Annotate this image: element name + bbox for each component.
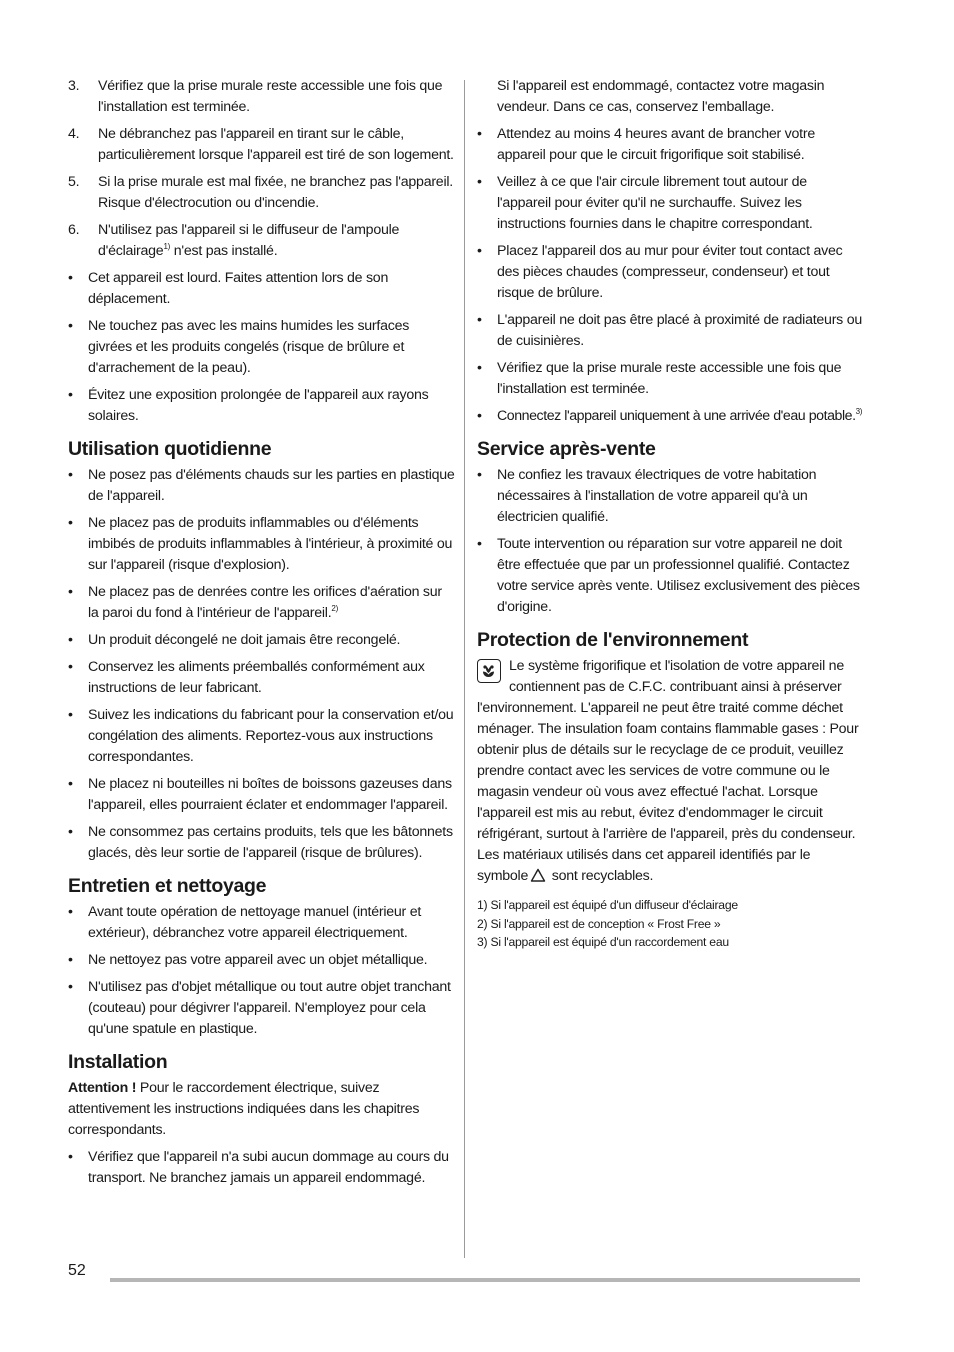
footnote-ref: 3)	[855, 407, 863, 416]
item-text: N'utilisez pas d'objet métallique ou tout autre objet tranchant (couteau) pour dégivrer l'appareil. N'employez pour cela qu'une spatule en plastique.	[88, 979, 451, 1037]
item-text: Si la prise murale est mal fixée, ne branchez pas l'appareil. Risque d'électrocution ou d'incendie.	[98, 174, 453, 211]
heading-environnement: Protection de l'environnement	[477, 629, 749, 651]
item-text: Vérifiez que la prise murale reste accessible une fois que l'installation est terminée.	[497, 360, 842, 397]
bullet: •	[68, 979, 73, 995]
item-text: N'utilisez pas l'appareil si le diffuseur de l'ampoule d'éclairage	[98, 222, 400, 259]
bullet: •	[68, 904, 73, 920]
item-text: Cet appareil est lourd. Faites attention lors de son déplacement.	[88, 270, 389, 307]
item-text: Connectez l'appareil uniquement à une arrivée d'eau potable.	[497, 408, 856, 424]
bullet-item	[477, 358, 863, 400]
bullet-item	[68, 513, 456, 576]
bullet: •	[68, 824, 73, 840]
page-number: 52	[68, 1262, 86, 1279]
left-column	[68, 76, 456, 1195]
bullet: •	[477, 536, 482, 552]
bullet-item	[68, 950, 456, 971]
item-text: Ne posez pas d'éléments chauds sur les parties en plastique de l'appareil.	[88, 467, 455, 504]
bullet: •	[68, 515, 73, 531]
bullet: •	[477, 467, 482, 483]
environment-text-end: sont recyclables.	[548, 868, 654, 884]
bullet-item	[68, 705, 456, 768]
footnotes	[477, 896, 863, 952]
heading-entretien: Entretien et nettoyage	[68, 875, 267, 897]
bullet-item	[477, 534, 863, 618]
environment-paragraph	[477, 656, 863, 890]
item-text: L'appareil ne doit pas être placé à proximité de radiateurs ou de cuisinières.	[497, 312, 862, 349]
item-text: Vérifiez que l'appareil n'a subi aucun dommage au cours du transport. Ne branchez jamais un appareil endommagé.	[88, 1149, 449, 1186]
bullet: •	[68, 387, 73, 403]
numbered-item-3	[68, 76, 456, 118]
bullet-item	[68, 316, 456, 379]
recycle-icon	[530, 868, 546, 890]
bullet: •	[68, 776, 73, 792]
item-number: 3.	[68, 78, 80, 94]
bullet: •	[477, 174, 482, 190]
bullet: •	[68, 632, 73, 648]
column-divider	[464, 80, 465, 1258]
attention-label: Attention !	[68, 1080, 137, 1096]
item-text: Un produit décongelé ne doit jamais être recongelé.	[88, 632, 401, 648]
numbered-item-6	[68, 220, 456, 262]
bullet-item	[68, 902, 456, 944]
item-number: 4.	[68, 126, 80, 142]
numbered-item-5	[68, 172, 456, 214]
item-text: Vérifiez que la prise murale reste accessible une fois que l'installation est terminée.	[98, 78, 443, 115]
attention-paragraph	[68, 1078, 456, 1141]
heading-service: Service après-vente	[477, 438, 656, 460]
bullet-item	[68, 822, 456, 864]
item-text: Conservez les aliments préemballés conformément aux instructions de leur fabricant.	[88, 659, 425, 696]
bullet: •	[68, 952, 73, 968]
bullet: •	[477, 360, 482, 376]
attention-text: Pour le raccordement électrique, suivez attentivement les instructions indiquées dans les chapitres correspondants.	[68, 1080, 420, 1138]
bullet: •	[68, 659, 73, 675]
bullet-item	[68, 774, 456, 816]
numbered-item-4	[68, 124, 456, 166]
item-text: Placez l'appareil dos au mur pour éviter tout contact avec des pièces chaudes (compresseur, condenseur) et tout risque de brûlure.	[497, 243, 843, 301]
item-text: Ne confiez les travaux électriques de votre habitation nécessaires à l'installation de votre appareil qu'à un électricien qualifié.	[497, 467, 817, 525]
environment-text: Le système frigorifique et l'isolation de votre appareil ne contiennent pas de C.F.C. contribuant ainsi à préserver l'environnement. L'appareil ne peut être traité comme déchet ménager. The insulation foam contains flammable gases : Pour obtenir plus de détails sur le recyclage de ce produit, veuillez prendre contact avec les services de votre commune ou le magasin vendeur où vous avez effectué l'achat. Lorsque l'appareil est mis au rebut, évitez d'endommager le circuit réfrigérant, surtout à l'arrière de l'appareil, près du condenseur. Les matériaux utilisés dans cet appareil identifiés par le symbole	[477, 658, 859, 884]
item-text: Suivez les indications du fabricant pour la conservation et/ou congélation des aliments. Reportez-vous aux instructions correspondantes.	[88, 707, 454, 765]
bullet-item	[477, 465, 863, 528]
item-number: 5.	[68, 174, 80, 190]
footnote-ref: 2)	[331, 604, 339, 613]
bullet: •	[477, 243, 482, 259]
item-text: Ne consommez pas certains produits, tels que les bâtonnets glacés, dès leur sortie de l'appareil (risque de brûlures).	[88, 824, 453, 861]
bullet-item	[477, 310, 863, 352]
bullet: •	[477, 126, 482, 142]
continuation-text	[477, 76, 863, 118]
right-column	[477, 76, 863, 952]
item-text: Ne nettoyez pas votre appareil avec un objet métallique.	[88, 952, 428, 968]
item-text: Ne placez pas de produits inflammables ou d'éléments imbibés de produits inflammables à l'intérieur, à proximité ou sur l'appareil (risque d'explosion).	[88, 515, 453, 573]
footnote-ref: 1)	[163, 242, 171, 251]
bullet-item	[477, 406, 863, 427]
item-text: Si l'appareil est endommagé, contactez votre magasin vendeur. Dans ce cas, conservez l'emballage.	[497, 78, 825, 115]
heading-installation: Installation	[68, 1051, 168, 1073]
footnote-1: 1) Si l'appareil est équipé d'un diffuseur d'éclairage	[477, 898, 738, 912]
bullet-item	[68, 465, 456, 507]
bullet: •	[68, 707, 73, 723]
item-text: Ne placez pas de denrées contre les orifices d'aération sur la paroi du fond à l'intérieur de l'appareil.	[88, 584, 442, 621]
item-text: Ne touchez pas avec les mains humides les surfaces givrées et les produits congelés (risque de brûlure et d'arrachement de la peau).	[88, 318, 410, 376]
bullet: •	[68, 318, 73, 334]
heading-utilisation: Utilisation quotidienne	[68, 438, 272, 460]
bullet: •	[68, 467, 73, 483]
bullet: •	[477, 408, 482, 424]
environment-icon	[477, 659, 501, 683]
bullet-item	[68, 657, 456, 699]
item-text: Évitez une exposition prolongée de l'appareil aux rayons solaires.	[88, 387, 429, 424]
bullet: •	[68, 270, 73, 286]
bullet-item	[477, 241, 863, 304]
bullet-item	[68, 1147, 456, 1189]
item-text: Ne placez ni bouteilles ni boîtes de boissons gazeuses dans l'appareil, elles pourraient éclater et endommager l'appareil.	[88, 776, 452, 813]
bullet-item	[68, 268, 456, 310]
footnote-2: 2) Si l'appareil est de conception « Frost Free »	[477, 916, 721, 931]
bullet: •	[68, 1149, 73, 1165]
bullet-item	[477, 172, 863, 235]
bullet-item	[68, 977, 456, 1040]
bullet: •	[477, 312, 482, 328]
footer-bar	[110, 1278, 860, 1282]
item-text: n'est pas installé.	[170, 243, 278, 259]
item-number: 6.	[68, 222, 80, 238]
item-text: Avant toute opération de nettoyage manuel (intérieur et extérieur), débranchez votre appareil électriquement.	[88, 904, 422, 941]
bullet-item	[68, 582, 456, 624]
footnote-3: 3) Si l'appareil est équipé d'un raccordement eau	[477, 935, 729, 949]
item-text: Attendez au moins 4 heures avant de brancher votre appareil pour que le circuit frigorifique soit stabilisé.	[497, 126, 815, 163]
item-text: Toute intervention ou réparation sur votre appareil ne doit être effectuée que par un professionnel qualifié. Contactez votre service après vente. Utilisez exclusivement des pièces d'origine.	[497, 536, 860, 615]
item-text: Ne débranchez pas l'appareil en tirant sur le câble, particulièrement lorsque l'appareil est tiré de son logement.	[98, 126, 454, 163]
bullet-item	[68, 630, 456, 651]
item-text: Veillez à ce que l'air circule librement tout autour de l'appareil pour éviter qu'il ne surchauffe. Suivez les instructions fournies dans le chapitre correspondant.	[497, 174, 813, 232]
bullet-item	[68, 385, 456, 427]
bullet: •	[68, 584, 73, 600]
bullet-item	[477, 124, 863, 166]
